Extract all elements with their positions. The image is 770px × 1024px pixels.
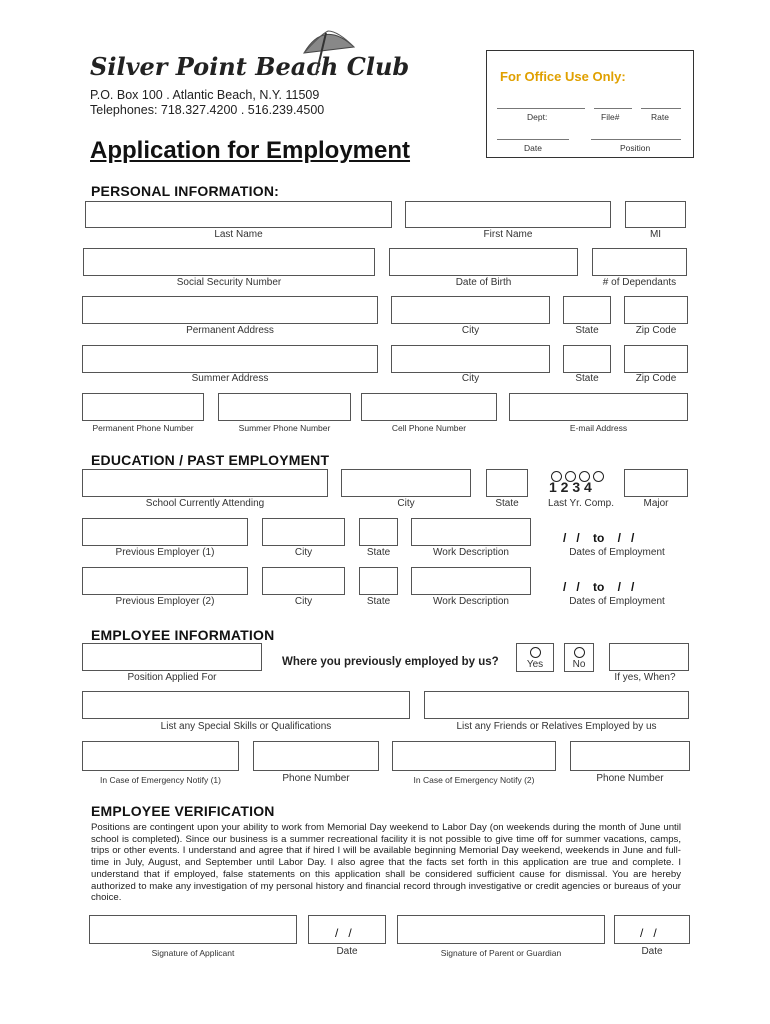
section-verification-heading: EMPLOYEE VERIFICATION [91,803,275,819]
prev-employer-1-dates-field[interactable]: / / to / / [563,531,635,545]
school-state-label: State [495,498,519,509]
summer-state-label: State [575,373,599,384]
yes-option[interactable] [516,643,554,672]
prev-employer-1-city-label: City [294,547,313,558]
office-date-label: Date [524,143,542,153]
prev-employer-1-dates-label: Dates of Employment [569,547,665,558]
parent-date-slashes: / / [640,926,657,940]
emergency-2-field[interactable] [392,741,556,771]
summer-city-field[interactable] [391,345,550,373]
parent-signature-field[interactable] [397,915,605,944]
dependants-label: # of Dependants [602,277,677,288]
perm-city-field[interactable] [391,296,550,324]
prev-employer-2-state-field[interactable] [359,567,398,595]
parent-signature-label: Signature of Parent or Guardian [440,948,562,958]
office-dept-label: Dept: [527,112,548,122]
office-dept-line[interactable] [497,108,585,109]
page-title: Application for Employment [90,137,411,164]
applicant-signature-field[interactable] [89,915,297,944]
emergency-2-label: In Case of Emergency Notify (2) [413,775,535,785]
summer-zip-field[interactable] [624,345,688,373]
if-yes-when-field[interactable] [609,643,689,671]
summer-state-field[interactable] [563,345,611,373]
prev-employer-1-label: Previous Employer (1) [115,547,215,558]
perm-phone-field[interactable] [82,393,204,421]
mi-field[interactable] [625,201,686,228]
section-employee-heading: EMPLOYEE INFORMATION [91,627,275,643]
perm-phone-label: Permanent Phone Number [92,423,194,433]
last-name-label: Last Name [214,229,263,240]
school-city-label: City [397,498,415,509]
emergency-1-field[interactable] [82,741,239,771]
applicant-date-slashes: / / [335,926,352,940]
verification-text: Positions are contingent upon your ability to work from Memorial Day weekend to Labor Day (on weekends during the month of June until school is completed). Since our business is a summer recreational facility it is not possible to give time off for summer vacations, camps, trips or other events. I understand and agree that if hired I will be available beginning Memorial Day weekend, weekends in June and full-time in July, August, and September until Labor Day. I also agree that the facts set forth in this application are true and complete. I understand that if employed, false statements on this application shall be considered sufficient cause for dismissal. You are hereby authorized to make any investigation of my personal history and financial record through investigative or credit agencies or bureaus of your choice. [91,822,681,904]
prev-employer-2-city-field[interactable] [262,567,345,595]
prev-employer-2-work-field[interactable] [411,567,531,595]
emergency-1-label: In Case of Emergency Notify (1) [100,775,221,785]
emergency-2-phone-field[interactable] [570,741,690,771]
prev-employer-1-state-field[interactable] [359,518,398,546]
perm-state-label: State [575,325,599,336]
ssn-field[interactable] [83,248,375,276]
office-date-line[interactable] [497,139,569,140]
perm-address-label: Permanent Address [186,325,274,336]
prev-employer-2-field[interactable] [82,567,248,595]
if-yes-when-label: If yes, When? [614,672,676,683]
mi-label: MI [649,229,662,240]
school-label: School Currently Attending [145,498,265,509]
club-phones: Telephones: 718.327.4200 . 516.239.4500 [90,103,325,117]
no-option[interactable] [564,643,594,672]
prev-employer-2-label: Previous Employer (2) [115,596,215,607]
last-yr-label: Last Yr. Comp. [548,498,614,509]
club-address: P.O. Box 100 . Atlantic Beach, N.Y. 11509 [90,88,320,102]
office-use-title: For Office Use Only: [500,69,626,84]
office-rate-label: Rate [651,112,669,122]
section-education-heading: EDUCATION / PAST EMPLOYMENT [91,452,330,468]
grade-numbers: 1 2 3 4 [549,479,592,495]
prev-employer-2-state-label: State [366,596,391,607]
applicant-date-field[interactable] [308,915,386,944]
prev-employer-2-dates-label: Dates of Employment [569,596,665,607]
last-name-field[interactable] [85,201,392,228]
prev-employer-2-dates-field[interactable]: / / to / / [563,580,635,594]
perm-zip-label: Zip Code [635,325,677,336]
major-label: Major [643,498,669,509]
school-city-field[interactable] [341,469,471,497]
email-field[interactable] [509,393,688,421]
office-file-line[interactable] [594,108,632,109]
summer-zip-label: Zip Code [635,373,677,384]
parent-date-label: Date [641,946,663,957]
yes-label: Yes [526,659,544,670]
prev-employer-2-work-label: Work Description [433,596,509,607]
cell-phone-field[interactable] [361,393,497,421]
emergency-1-phone-label: Phone Number [282,773,350,784]
parent-date-field[interactable] [614,915,690,944]
section-personal-heading: PERSONAL INFORMATION: [91,183,280,199]
perm-city-label: City [461,325,480,336]
summer-city-label: City [461,373,480,384]
cell-phone-label: Cell Phone Number [391,423,467,433]
first-name-field[interactable] [405,201,611,228]
brand-logo-text: Silver Point Beach Club [90,52,410,81]
office-rate-line[interactable] [641,108,681,109]
previously-employed-question: Where you previously employed by us? [282,656,499,668]
prev-employer-2-city-label: City [294,596,313,607]
office-position-label: Position [620,143,651,153]
perm-zip-field[interactable] [624,296,688,324]
emergency-1-phone-field[interactable] [253,741,379,771]
dependants-field[interactable] [592,248,687,276]
school-state-field[interactable] [486,469,528,497]
prev-employer-1-field[interactable] [82,518,248,546]
no-label: No [572,659,586,670]
summer-address-label: Summer Address [191,373,269,384]
no-radio[interactable] [574,647,585,658]
skills-label: List any Special Skills or Qualifications [160,721,332,732]
grade-4-radio[interactable] [593,471,604,482]
position-applied-field[interactable] [82,643,262,671]
prev-employer-1-city-field[interactable] [262,518,345,546]
school-field[interactable] [82,469,328,497]
office-use-panel [486,50,694,158]
summer-address-field[interactable] [82,345,378,373]
dob-field[interactable] [389,248,578,276]
major-field[interactable] [624,469,688,497]
prev-employer-1-state-label: State [366,547,391,558]
yes-radio[interactable] [530,647,541,658]
office-file-label: File# [601,112,620,122]
applicant-signature-label: Signature of Applicant [151,948,235,958]
emergency-2-phone-label: Phone Number [596,773,664,784]
skills-field[interactable] [82,691,410,719]
prev-employer-1-work-field[interactable] [411,518,531,546]
perm-address-field[interactable] [82,296,378,324]
office-position-line[interactable] [591,139,681,140]
position-applied-label: Position Applied For [127,672,217,683]
friends-label: List any Friends or Relatives Employed by us [456,721,657,732]
perm-state-field[interactable] [563,296,611,324]
prev-employer-1-work-label: Work Description [433,547,509,558]
applicant-date-label: Date [336,946,358,957]
dob-label: Date of Birth [455,277,512,288]
summer-phone-field[interactable] [218,393,351,421]
ssn-label: Social Security Number [176,277,282,288]
summer-phone-label: Summer Phone Number [238,423,331,433]
first-name-label: First Name [483,229,533,240]
email-label: E-mail Address [569,423,628,433]
umbrella-icon [298,25,358,85]
friends-field[interactable] [424,691,689,719]
